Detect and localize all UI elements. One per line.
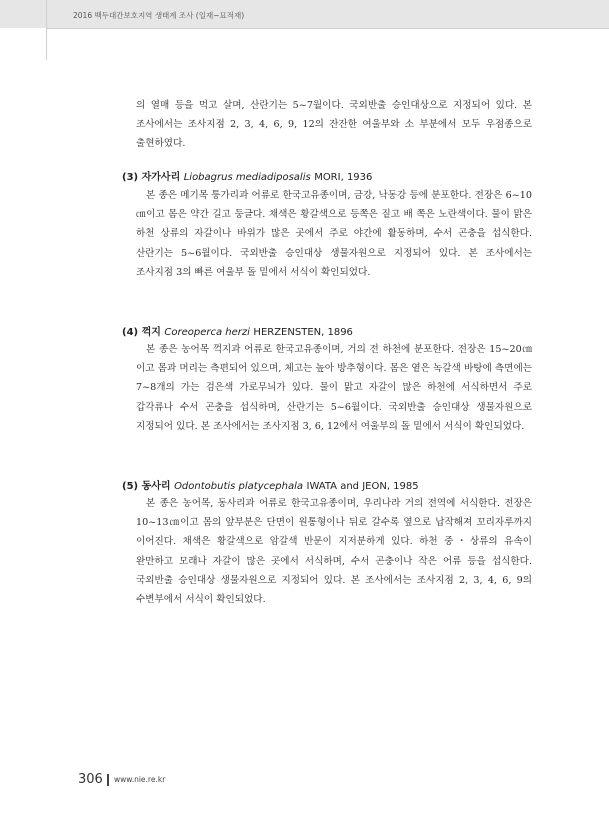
- section-body-5: 본 종은 농어목, 동사리과 어류로 한국고유종이며, 우리나라 거의 전역에 서식한다. 전장은 10~13㎝이고 몸의 앞부분은 단면이 원통형이나 뒤로 갈수록 옆으로 납작해져 꼬리자루까지 이어진다. 채색은 황갈색으로 암갈색 반문이 지저분하게 있다. 하천 중・상류의 유속이 완만하고 모래나 자갈이 많은 곳에서 서식하며, 수서 곤충이나 작은 어류 등을 섭식한다. 국외반출 승인대상 생물자원으로 지정되어 있다. 본 조사에서는 조사지점 2, 3, 4, 6, 9의 수변부에서 서식이 확인되었다.: [136, 498, 532, 606]
- section-heading-3: [122, 168, 372, 183]
- korean-name: 꺽지: [141, 327, 161, 338]
- author-citation: HERZENSTEN, 1896: [253, 327, 353, 338]
- scientific-name: Coreoperca herzi: [164, 327, 250, 338]
- korean-name: 동사리: [141, 481, 171, 492]
- author-citation: MORI, 1936: [314, 172, 373, 183]
- section-number: (3): [122, 172, 139, 183]
- running-header-title: 2016 백두대간보호지역 생태계 조사 (일재~묘적재): [73, 11, 245, 20]
- intro-paragraph: 의 열매 등을 먹고 살며, 산란기는 5~7월이다. 국외반출 승인대상으로 지정되어 있다. 본 조사에서는 조사지점 2, 3, 4, 6, 9, 12의 잔잔한 여울부와 소 부분에서 모두 우점종으로 출현하였다.: [136, 100, 532, 150]
- scientific-name: Odontobutis platycephala: [174, 481, 304, 492]
- header-divider: [46, 0, 47, 60]
- footer-url: www.nie.re.kr: [114, 775, 166, 784]
- section-number: (5): [122, 481, 139, 492]
- section-number: (4): [122, 327, 139, 338]
- section-heading-5: [122, 477, 419, 492]
- korean-name: 자가사리: [141, 172, 181, 183]
- page-number: 306: [78, 772, 103, 787]
- footer-separator: [107, 774, 109, 786]
- author-citation: IWATA and JEON, 1985: [306, 481, 419, 492]
- section-heading-4: [122, 323, 353, 338]
- section-body-3: 본 종은 메기목 퉁가리과 어류로 한국고유종이며, 금강, 낙동강 등에 분포한다. 전장은 6~10㎝이고 몸은 약간 길고 둥글다. 채색은 황갈색으로 등쪽은 짙고 배 쪽은 노란색이다. 물이 맑은 하천 상류의 자갈이나 바위가 많은 곳에서 주로 야간에 활동하며, 수서 곤충을 섭식한다. 산란기는 5~6월이다. 국외반출 승인대상 생물자원으로 지정되어 있다. 본 조사에서는 조사지점 3의 빠른 여울부 돌 밑에서 서식이 확인되었다.: [136, 190, 532, 278]
- header-rule: [46, 28, 609, 29]
- scientific-name: Liobagrus mediadiposalis: [183, 172, 311, 183]
- section-body-4: 본 종은 농어목 꺽지과 어류로 한국고유종이며, 거의 전 하천에 분포한다. 전장은 15~20㎝이고 몸과 머리는 측편되어 있으며, 체고는 높아 방추형이다. 몸은 옅은 녹갈색 바탕에 측면에는 7~8개의 가는 검은색 가로무늬가 있다. 물이 맑고 자갈이 많은 하천에 서식하면서 주로 갑각류나 수서 곤충을 섭식하며, 산란기는 5~6월이다. 국외반출 승인대상 생물자원으로 지정되어 있다. 본 조사에서는 조사지점 3, 6, 12에서 여울부의 돌 밑에서 서식이 확인되었다.: [136, 344, 532, 432]
